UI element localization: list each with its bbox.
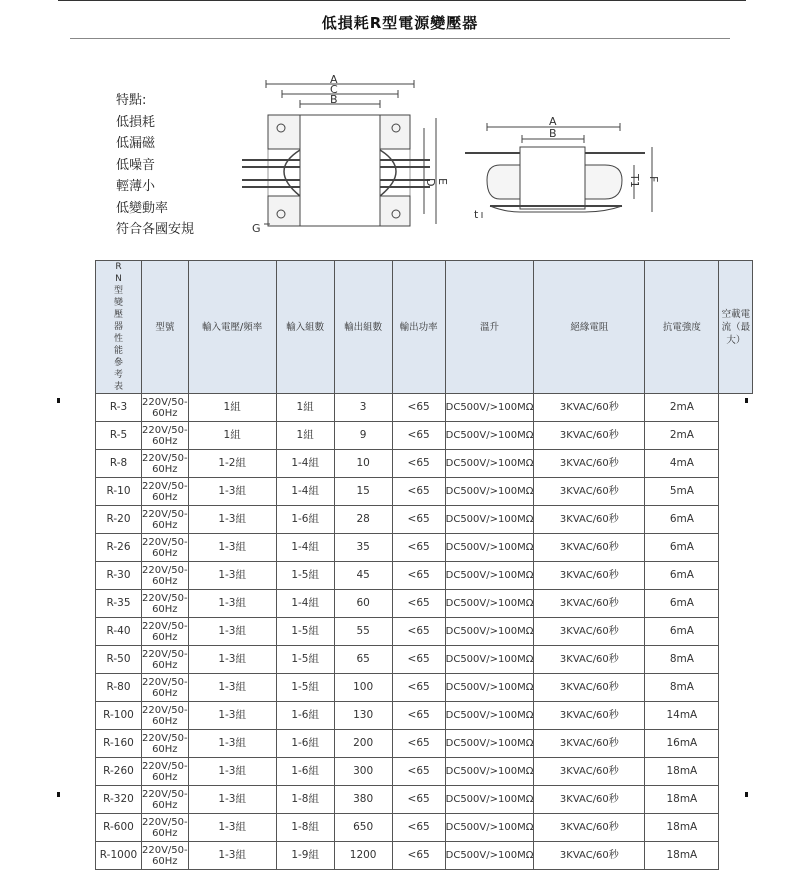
table-cell-noload-current: 6mA	[645, 618, 719, 646]
table-row	[96, 450, 753, 478]
table-cell-temp-rise: <65	[392, 618, 445, 646]
table-cell-noload-current: 16mA	[645, 730, 719, 758]
table-cell-voltage: 220V/50-60Hz	[142, 814, 189, 842]
page-mark	[57, 398, 60, 403]
table-row	[96, 478, 753, 506]
table-cell-voltage: 220V/50-60Hz	[142, 506, 189, 534]
table-cell-dielectric: 3KVAC/60秒	[534, 450, 645, 478]
table-header-row	[96, 261, 753, 394]
table-cell-noload-current: 6mA	[645, 590, 719, 618]
table-cell-model: R-26	[96, 534, 142, 562]
table-cell-model: R-8	[96, 450, 142, 478]
table-row	[96, 814, 753, 842]
table-cell-temp-rise: <65	[392, 646, 445, 674]
table-cell-insulation: DC500V/>100MΩ	[445, 842, 534, 870]
table-cell-output-groups: 1-8組	[276, 814, 334, 842]
table-cell-temp-rise: <65	[392, 702, 445, 730]
table-cell-output-groups: 1-4組	[276, 534, 334, 562]
table-cell-model: R-160	[96, 730, 142, 758]
header-model: 型號	[142, 261, 189, 394]
table-row	[96, 646, 753, 674]
table-cell-dielectric: 3KVAC/60秒	[534, 422, 645, 450]
table-cell-noload-current: 8mA	[645, 646, 719, 674]
table-cell-voltage: 220V/50-60Hz	[142, 786, 189, 814]
table-cell-model: R-1000	[96, 842, 142, 870]
table-cell-model: R-80	[96, 674, 142, 702]
table-cell-output-power: 130	[334, 702, 392, 730]
table-row	[96, 674, 753, 702]
table-cell-output-groups: 1-4組	[276, 590, 334, 618]
table-row	[96, 422, 753, 450]
table-cell-insulation: DC500V/>100MΩ	[445, 590, 534, 618]
table-cell-temp-rise: <65	[392, 562, 445, 590]
dim-label-d: D	[424, 178, 437, 187]
side-dim-label-t1: T1	[628, 174, 641, 188]
table-cell-insulation: DC500V/>100MΩ	[445, 674, 534, 702]
table-cell-dielectric: 3KVAC/60秒	[534, 394, 645, 422]
front-view-drawing	[242, 80, 436, 226]
table-cell-output-groups: 1-4組	[276, 478, 334, 506]
table-cell-insulation: DC500V/>100MΩ	[445, 758, 534, 786]
table-cell-model: R-10	[96, 478, 142, 506]
header-temp-rise: 溫升	[445, 261, 534, 394]
table-cell-output-groups: 1-6組	[276, 730, 334, 758]
side-dim-label-a: A	[549, 115, 557, 128]
page-mark	[745, 792, 748, 797]
table-cell-voltage: 220V/50-60Hz	[142, 478, 189, 506]
table-cell-dielectric: 3KVAC/60秒	[534, 814, 645, 842]
table-cell-output-groups: 1-5組	[276, 562, 334, 590]
transformer-dimension-drawings	[0, 0, 800, 260]
feature-item: 低損耗	[116, 114, 156, 130]
table-cell-temp-rise: <65	[392, 842, 445, 870]
table-cell-model: R-3	[96, 394, 142, 422]
table-cell-output-groups: 1-6組	[276, 702, 334, 730]
feature-item: 符合各國安規	[116, 222, 195, 237]
table-cell-voltage: 220V/50-60Hz	[142, 842, 189, 870]
table-cell-input-groups: 1-3組	[188, 758, 276, 786]
table-cell-temp-rise: <65	[392, 814, 445, 842]
table-cell-output-groups: 1-9組	[276, 842, 334, 870]
table-cell-voltage: 220V/50-60Hz	[142, 618, 189, 646]
table-cell-insulation: DC500V/>100MΩ	[445, 786, 534, 814]
table-cell-dielectric: 3KVAC/60秒	[534, 702, 645, 730]
table-cell-dielectric: 3KVAC/60秒	[534, 786, 645, 814]
table-cell-model: R-600	[96, 814, 142, 842]
table-cell-output-power: 35	[334, 534, 392, 562]
table-cell-temp-rise: <65	[392, 730, 445, 758]
table-cell-voltage: 220V/50-60Hz	[142, 702, 189, 730]
feature-item: 低噪音	[116, 157, 156, 173]
performance-reference-table	[95, 260, 753, 870]
table-cell-model: R-30	[96, 562, 142, 590]
table-cell-temp-rise: <65	[392, 758, 445, 786]
table-cell-noload-current: 2mA	[645, 394, 719, 422]
table-cell-output-groups: 1-4組	[276, 450, 334, 478]
table-cell-dielectric: 3KVAC/60秒	[534, 674, 645, 702]
table-cell-noload-current: 6mA	[645, 534, 719, 562]
table-cell-insulation: DC500V/>100MΩ	[445, 506, 534, 534]
header-input-groups: 輸入組數	[276, 261, 334, 394]
table-cell-input-groups: 1-3組	[188, 618, 276, 646]
table-row	[96, 730, 753, 758]
header-input-voltage: 輸入電壓/頻率	[188, 261, 276, 394]
table-cell-output-groups: 1-5組	[276, 618, 334, 646]
table-cell-input-groups: 1組	[188, 422, 276, 450]
table-cell-insulation: DC500V/>100MΩ	[445, 562, 534, 590]
side-view-drawing	[465, 123, 652, 218]
table-cell-noload-current: 18mA	[645, 786, 719, 814]
table-cell-voltage: 220V/50-60Hz	[142, 590, 189, 618]
header-insulation: 絕緣電阻	[534, 261, 645, 394]
table-cell-dielectric: 3KVAC/60秒	[534, 758, 645, 786]
header-output-power: 輸出功率	[392, 261, 445, 394]
table-row	[96, 758, 753, 786]
table-cell-noload-current: 2mA	[645, 422, 719, 450]
table-cell-voltage: 220V/50-60Hz	[142, 450, 189, 478]
table-cell-output-power: 9	[334, 422, 392, 450]
table-cell-output-power: 65	[334, 646, 392, 674]
table-cell-dielectric: 3KVAC/60秒	[534, 562, 645, 590]
table-cell-output-power: 650	[334, 814, 392, 842]
side-dim-label-f: F	[647, 176, 660, 183]
table-cell-dielectric: 3KVAC/60秒	[534, 618, 645, 646]
table-cell-model: R-40	[96, 618, 142, 646]
table-cell-output-power: 15	[334, 478, 392, 506]
table-cell-input-groups: 1組	[188, 394, 276, 422]
table-cell-dielectric: 3KVAC/60秒	[534, 506, 645, 534]
table-cell-voltage: 220V/50-60Hz	[142, 730, 189, 758]
table-cell-insulation: DC500V/>100MΩ	[445, 394, 534, 422]
table-cell-output-groups: 1-6組	[276, 758, 334, 786]
feature-item: 輕薄小	[116, 179, 156, 194]
dim-label-b: B	[330, 93, 338, 106]
table-row	[96, 702, 753, 730]
table-cell-temp-rise: <65	[392, 590, 445, 618]
header-dielectric: 抗電強度	[645, 261, 719, 394]
table-cell-input-groups: 1-3組	[188, 730, 276, 758]
dim-label-e: E	[436, 178, 449, 185]
table-cell-insulation: DC500V/>100MΩ	[445, 450, 534, 478]
table-cell-voltage: 220V/50-60Hz	[142, 758, 189, 786]
table-cell-insulation: DC500V/>100MΩ	[445, 730, 534, 758]
table-cell-voltage: 220V/50-60Hz	[142, 674, 189, 702]
table-cell-output-groups: 1-5組	[276, 674, 334, 702]
table-row	[96, 590, 753, 618]
table-cell-model: R-320	[96, 786, 142, 814]
dim-label-c: C	[330, 83, 338, 96]
table-cell-input-groups: 1-3組	[188, 702, 276, 730]
table-cell-voltage: 220V/50-60Hz	[142, 562, 189, 590]
table-cell-voltage: 220V/50-60Hz	[142, 394, 189, 422]
table-cell-output-power: 60	[334, 590, 392, 618]
page-mark	[57, 792, 60, 797]
table-cell-output-power: 28	[334, 506, 392, 534]
table-cell-input-groups: 1-3組	[188, 646, 276, 674]
table-cell-input-groups: 1-3組	[188, 534, 276, 562]
table-cell-noload-current: 6mA	[645, 506, 719, 534]
table-cell-dielectric: 3KVAC/60秒	[534, 730, 645, 758]
dim-label-a: A	[330, 73, 338, 86]
header-noload-current: 空載電流（最大）	[719, 261, 753, 394]
table-cell-input-groups: 1-3組	[188, 842, 276, 870]
table-cell-input-groups: 1-2組	[188, 450, 276, 478]
table-row	[96, 506, 753, 534]
table-cell-model: R-5	[96, 422, 142, 450]
table-cell-voltage: 220V/50-60Hz	[142, 646, 189, 674]
table-cell-output-groups: 1組	[276, 394, 334, 422]
side-dim-label-t: t	[474, 208, 479, 221]
table-cell-model: R-50	[96, 646, 142, 674]
table-cell-noload-current: 8mA	[645, 674, 719, 702]
table-cell-temp-rise: <65	[392, 394, 445, 422]
table-cell-output-groups: 1組	[276, 422, 334, 450]
table-cell-dielectric: 3KVAC/60秒	[534, 590, 645, 618]
table-cell-noload-current: 6mA	[645, 562, 719, 590]
page-mark	[745, 398, 748, 403]
table-cell-model: R-260	[96, 758, 142, 786]
table-cell-output-groups: 1-8組	[276, 786, 334, 814]
table-side-label: RN型變壓器性能參考表	[96, 261, 142, 394]
table-cell-noload-current: 18mA	[645, 842, 719, 870]
table-cell-noload-current: 5mA	[645, 478, 719, 506]
table-cell-dielectric: 3KVAC/60秒	[534, 646, 645, 674]
table-cell-output-power: 3	[334, 394, 392, 422]
features-heading: 特點:	[116, 93, 147, 108]
table-cell-insulation: DC500V/>100MΩ	[445, 814, 534, 842]
table-cell-output-groups: 1-5組	[276, 646, 334, 674]
table-cell-input-groups: 1-3組	[188, 478, 276, 506]
page-title: 低損耗R型電源變壓器	[321, 14, 479, 32]
table-cell-input-groups: 1-3組	[188, 674, 276, 702]
table-cell-temp-rise: <65	[392, 786, 445, 814]
table-cell-noload-current: 4mA	[645, 450, 719, 478]
table-cell-model: R-35	[96, 590, 142, 618]
table-cell-noload-current: 18mA	[645, 758, 719, 786]
table-cell-temp-rise: <65	[392, 450, 445, 478]
table-row	[96, 618, 753, 646]
table-row	[96, 842, 753, 870]
side-dim-label-b: B	[549, 127, 557, 140]
table-cell-temp-rise: <65	[392, 506, 445, 534]
table-cell-temp-rise: <65	[392, 534, 445, 562]
table-cell-input-groups: 1-3組	[188, 786, 276, 814]
table-row	[96, 562, 753, 590]
table-cell-model: R-100	[96, 702, 142, 730]
header-output-groups: 輸出組數	[334, 261, 392, 394]
feature-item: 低變動率	[116, 200, 169, 216]
table-cell-insulation: DC500V/>100MΩ	[445, 534, 534, 562]
table-cell-temp-rise: <65	[392, 674, 445, 702]
table-cell-output-power: 55	[334, 618, 392, 646]
table-cell-input-groups: 1-3組	[188, 590, 276, 618]
table-cell-dielectric: 3KVAC/60秒	[534, 842, 645, 870]
table-cell-dielectric: 3KVAC/60秒	[534, 478, 645, 506]
table-cell-output-power: 45	[334, 562, 392, 590]
table-cell-voltage: 220V/50-60Hz	[142, 422, 189, 450]
table-cell-temp-rise: <65	[392, 422, 445, 450]
table-cell-insulation: DC500V/>100MΩ	[445, 618, 534, 646]
table-cell-output-power: 200	[334, 730, 392, 758]
table-cell-output-power: 10	[334, 450, 392, 478]
table-cell-model: R-20	[96, 506, 142, 534]
table-cell-output-power: 300	[334, 758, 392, 786]
table-cell-output-power: 100	[334, 674, 392, 702]
table-cell-input-groups: 1-3組	[188, 506, 276, 534]
table-cell-input-groups: 1-3組	[188, 562, 276, 590]
table-cell-input-groups: 1-3組	[188, 814, 276, 842]
table-cell-voltage: 220V/50-60Hz	[142, 534, 189, 562]
table-row	[96, 394, 753, 422]
table-row	[96, 534, 753, 562]
table-cell-output-power: 1200	[334, 842, 392, 870]
table-cell-insulation: DC500V/>100MΩ	[445, 422, 534, 450]
table-cell-insulation: DC500V/>100MΩ	[445, 702, 534, 730]
table-cell-output-groups: 1-6組	[276, 506, 334, 534]
table-cell-dielectric: 3KVAC/60秒	[534, 534, 645, 562]
feature-item: 低漏磁	[116, 136, 156, 151]
table-cell-output-power: 380	[334, 786, 392, 814]
table-cell-noload-current: 14mA	[645, 702, 719, 730]
dim-label-g: G	[252, 222, 261, 235]
table-cell-insulation: DC500V/>100MΩ	[445, 478, 534, 506]
table-cell-noload-current: 18mA	[645, 814, 719, 842]
table-cell-temp-rise: <65	[392, 478, 445, 506]
table-cell-insulation: DC500V/>100MΩ	[445, 646, 534, 674]
